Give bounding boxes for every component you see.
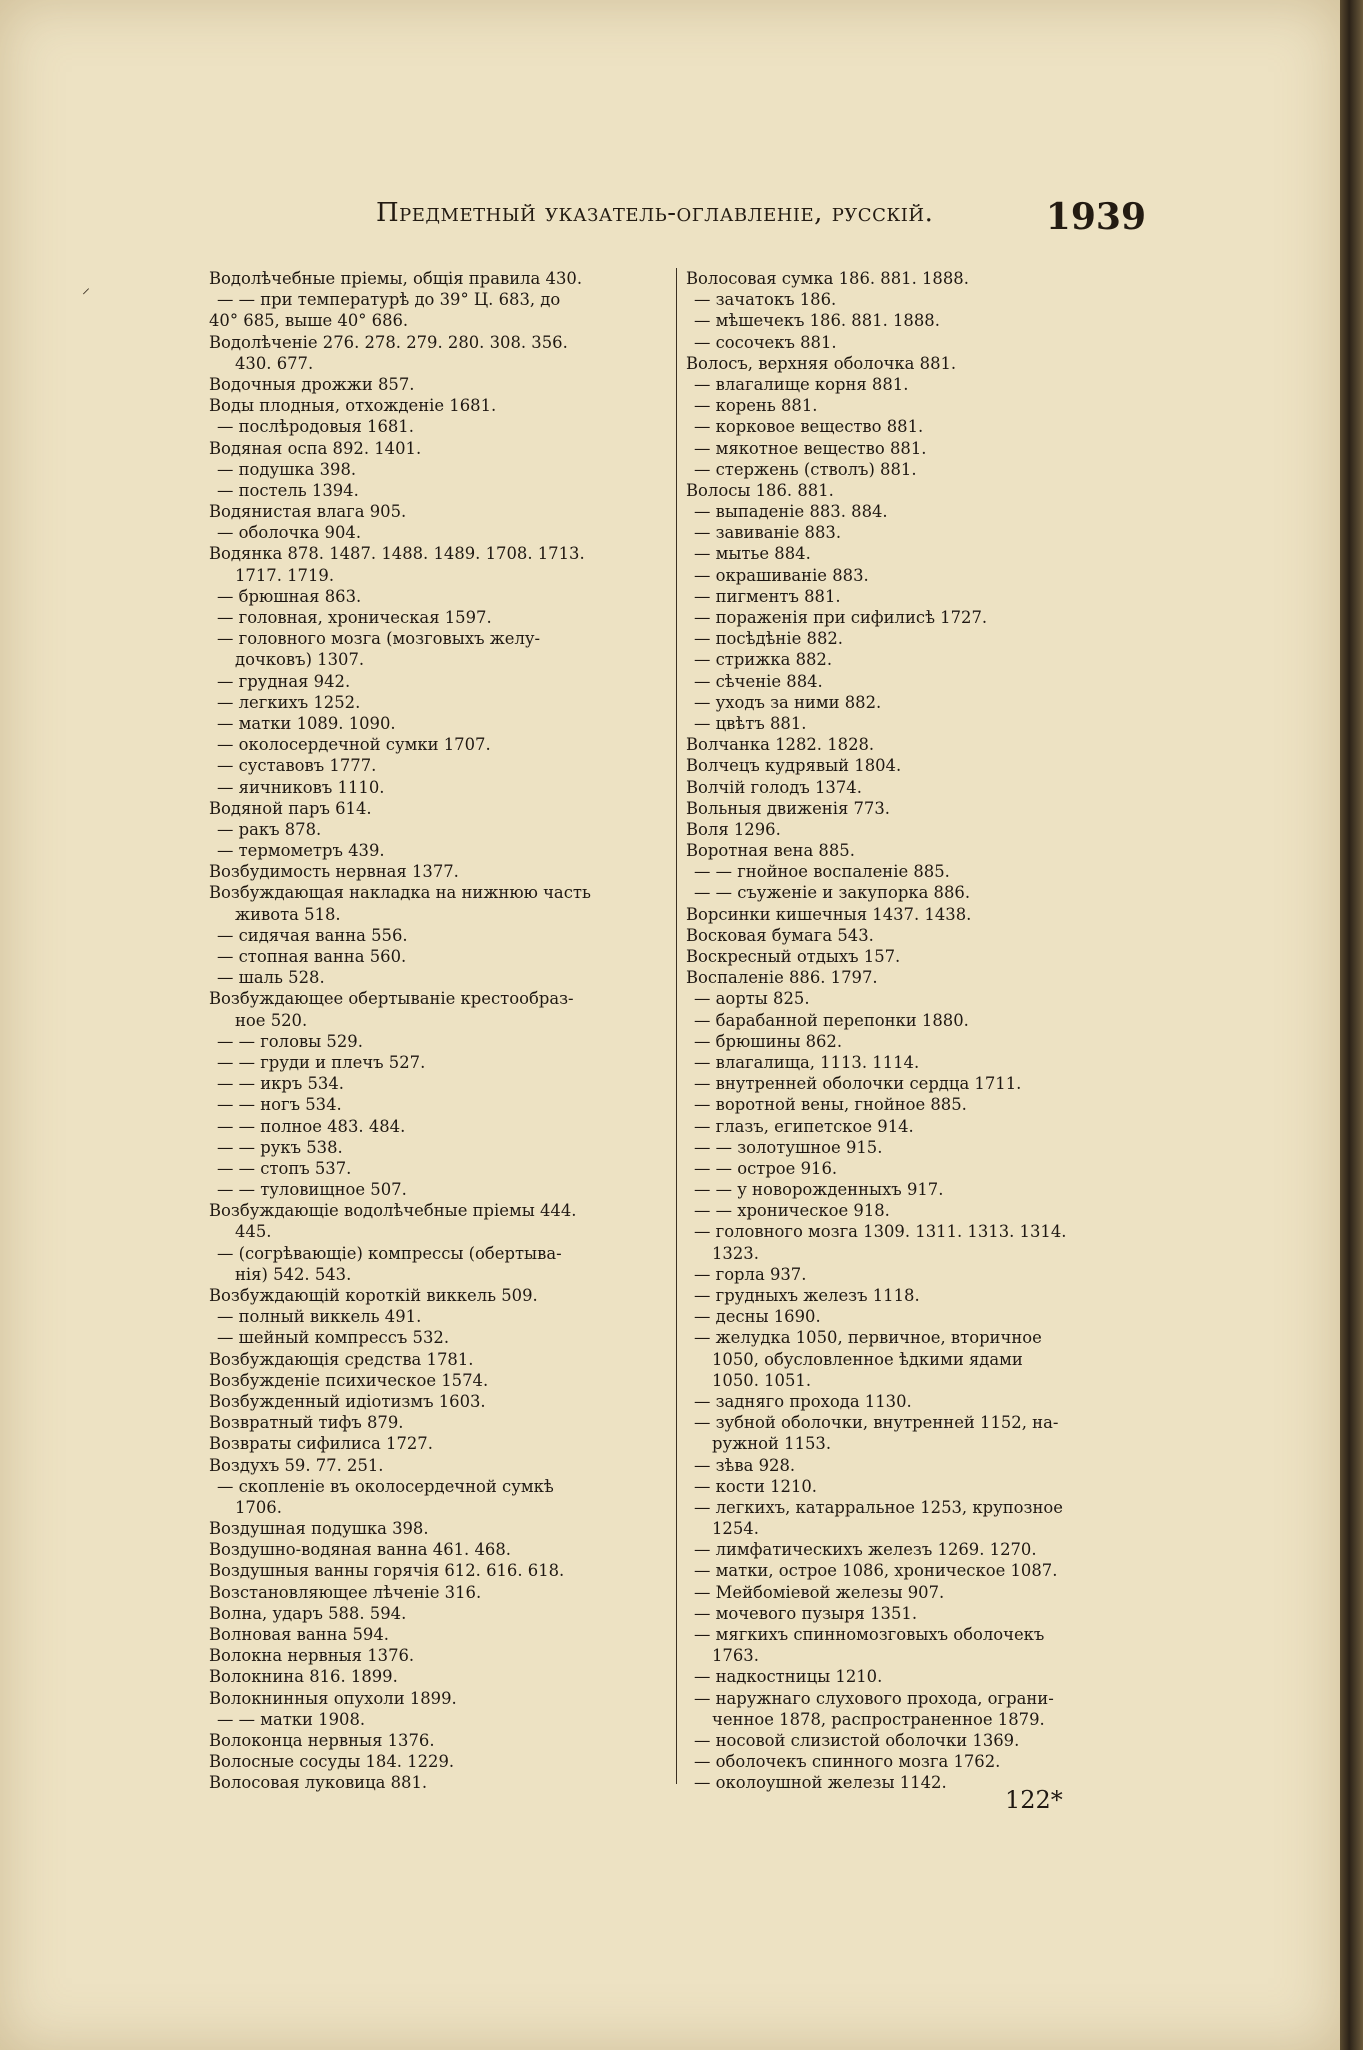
index-entry: — шаль 528.: [217, 968, 325, 988]
index-entry: — — острое 916.: [694, 1158, 838, 1178]
index-entry: 1254.: [712, 1519, 759, 1539]
index-entry: Воля 1296.: [686, 819, 781, 839]
index-entry: — пораженія при сифилисѣ 1727.: [694, 608, 988, 627]
index-entry: 445.: [235, 1222, 272, 1242]
index-entry: — влагалище корня 881.: [694, 374, 909, 394]
index-entry: — суставовъ 1777.: [217, 756, 377, 776]
index-entry: 1706.: [235, 1497, 282, 1517]
index-entry: — грудная 942.: [217, 671, 351, 691]
index-entry: Волосовая луковица 881.: [209, 1773, 428, 1793]
index-entry: ченное 1878, распространенное 1879.: [712, 1709, 1045, 1729]
index-entry: — влагалища, 1113. 1114.: [694, 1052, 920, 1072]
index-entry: — зубной оболочки, внутренней 1152, на-: [694, 1413, 1059, 1433]
index-entry: Волокна нервныя 1376.: [209, 1646, 415, 1666]
index-entry: — сосочекъ 881.: [694, 332, 837, 352]
index-entry: Возбуждающіе водолѣчебные пріемы 444.: [209, 1201, 577, 1221]
index-entry: Возвраты сифилиса 1727.: [209, 1434, 433, 1454]
index-entry: — брюшины 862.: [694, 1031, 843, 1051]
index-entry: Волчій голодъ 1374.: [686, 777, 862, 797]
index-entry: Воздушно-водяная ванна 461. 468.: [209, 1540, 511, 1560]
index-column-right: [686, 268, 1148, 1794]
printer-signature: 122*: [1005, 1786, 1063, 1814]
index-entry: ружной 1153.: [712, 1434, 832, 1454]
index-entry: Водянистая влага 905.: [209, 502, 407, 522]
index-entry: Ворсинки кишечныя 1437. 1438.: [686, 904, 972, 924]
index-entry: — оболочка 904.: [217, 523, 362, 543]
column-divider: [676, 268, 677, 1784]
index-entry: Волосовая сумка 186. 881. 1888.: [686, 269, 969, 288]
index-entry: — — туловищное 507.: [217, 1180, 407, 1200]
index-entry: нія) 542. 543.: [235, 1264, 352, 1284]
index-entry: — мочевого пузыря 1351.: [694, 1603, 918, 1623]
index-entry: Воздушныя ванны горячія 612. 616. 618.: [209, 1561, 565, 1581]
index-entry: — воротной вены, гнойное 885.: [694, 1095, 967, 1115]
index-entry: — стопная ванна 560.: [217, 947, 407, 966]
index-entry: — желудка 1050, первичное, вторичное: [694, 1328, 1042, 1348]
index-entry: — кости 1210.: [694, 1476, 818, 1496]
index-entry: — сѣченіе 884.: [694, 671, 823, 691]
index-entry: Волосъ, верхняя оболочка 881.: [686, 353, 957, 373]
index-entry: Возбуждающій короткій виккель 509.: [209, 1286, 538, 1305]
index-entry: Воскресный отдыхъ 157.: [686, 947, 901, 966]
index-entry: — мѣшечекъ 186. 881. 1888.: [694, 311, 940, 331]
index-entry: — корковое вещество 881.: [694, 417, 924, 437]
index-entry: — стержень (стволъ) 881.: [694, 459, 917, 479]
index-entry: — задняго прохода 1130.: [694, 1391, 912, 1411]
index-entry: — легкихъ 1252.: [217, 692, 361, 712]
index-entry: — посѣдѣніе 882.: [694, 629, 844, 649]
index-entry: дочковъ) 1307.: [235, 650, 365, 670]
index-entry: — околосердечной сумки 1707.: [217, 735, 491, 755]
index-entry: — подушка 398.: [217, 459, 357, 479]
index-entry: Волокнинныя опухоли 1899.: [209, 1688, 457, 1708]
index-entry: Волна, ударъ 588. 594.: [209, 1603, 407, 1623]
index-entry: — десны 1690.: [694, 1307, 821, 1327]
page-title: Предметный указатель-оглавленіе, русскій.: [376, 198, 934, 228]
index-entry: — полный виккель 491.: [217, 1307, 422, 1327]
index-entry: — носовой слизистой оболочки 1369.: [694, 1730, 1020, 1750]
index-entry: — корень 881.: [694, 396, 818, 416]
index-entry: — — рукъ 538.: [217, 1137, 343, 1157]
index-entry: — матки 1089. 1090.: [217, 713, 396, 733]
index-entry: — — у новорожденныхъ 917.: [694, 1180, 944, 1200]
index-entry: — термометръ 439.: [217, 841, 385, 861]
index-entry: Волокнина 816. 1899.: [209, 1667, 398, 1687]
index-entry: — аорты 825.: [694, 989, 810, 1009]
index-entry: — — стопъ 537.: [217, 1158, 352, 1178]
page-number: 1939: [1045, 196, 1146, 238]
index-entry: Водяная оспа 892. 1401.: [209, 438, 422, 458]
index-entry: — брюшная 863.: [217, 586, 362, 606]
index-entry: 1323.: [712, 1243, 759, 1263]
index-entry: — надкостницы 1210.: [694, 1667, 883, 1687]
index-entry: — легкихъ, катарральное 1253, крупозное: [694, 1497, 1063, 1517]
index-entry: Восковая бумага 543.: [686, 925, 874, 945]
index-entry: Волчецъ кудрявый 1804.: [686, 756, 902, 776]
index-entry: 430. 677.: [235, 353, 314, 373]
index-entry: — глазъ, египетское 914.: [694, 1116, 914, 1136]
index-entry: 1717. 1719.: [235, 565, 335, 585]
index-column-left: [209, 268, 667, 1794]
index-entry: Возбуждающее обертываніе крестообраз-: [209, 989, 574, 1009]
index-entry: Возбуждающая накладка на нижнюю часть: [209, 883, 591, 903]
index-entry: Вольныя движенія 773.: [686, 798, 891, 818]
index-entry: Волчанка 1282. 1828.: [686, 735, 875, 755]
index-entry: — — гнойное воспаленіе 885.: [694, 862, 950, 882]
index-entry: — постель 1394.: [217, 480, 359, 500]
index-entry: Воздухъ 59. 77. 251.: [209, 1455, 384, 1475]
index-entry: — головного мозга 1309. 1311. 1313. 1314.: [694, 1222, 1067, 1242]
index-entry: Воздушная подушка 398.: [209, 1519, 429, 1539]
index-entry: Возвратный тифъ 879.: [209, 1413, 404, 1433]
index-entry: — — груди и плечъ 527.: [217, 1052, 426, 1072]
index-entry: — — полное 483. 484.: [217, 1116, 406, 1136]
index-entry: — — матки 1908.: [217, 1709, 366, 1729]
index-entry: — скопленіе въ околосердечной сумкѣ: [217, 1476, 554, 1496]
index-entry: 1050, обусловленное ѣдкими ядами: [712, 1349, 1023, 1369]
index-entry: — оболочекъ спинного мозга 1762.: [694, 1752, 1001, 1772]
index-entry: Водочныя дрожжи 857.: [209, 374, 415, 394]
index-entry: Возбудимость нервная 1377.: [209, 862, 459, 882]
index-entry: Водянка 878. 1487. 1488. 1489. 1708. 1713.: [209, 544, 585, 564]
index-entry: — — золотушное 915.: [694, 1137, 883, 1157]
index-entry: — наружнаго слухового прохода, ограни-: [694, 1688, 1054, 1708]
index-entry: — пигментъ 881.: [694, 586, 841, 606]
index-entry: — (согрѣвающіе) компрессы (обертыва-: [217, 1243, 562, 1263]
index-entry: Воротная вена 885.: [686, 841, 855, 861]
index-entry: — лимфатическихъ железъ 1269. 1270.: [694, 1540, 1037, 1560]
index-entry: — барабанной перепонки 1880.: [694, 1010, 969, 1030]
index-entry: — окрашиваніе 883.: [694, 565, 869, 585]
index-entry: Возстановляющее лѣченіе 316.: [209, 1582, 482, 1602]
index-entry: — — съуженіе и закупорка 886.: [694, 883, 971, 903]
index-entry: — мягкихъ спинномозговыхъ оболочекъ: [694, 1625, 1045, 1644]
index-entry: — послѣродовыя 1681.: [217, 417, 414, 437]
index-entry: — уходъ за ними 882.: [694, 692, 882, 712]
index-entry: живота 518.: [235, 904, 341, 924]
index-entry: — матки, острое 1086, хроническое 1087.: [694, 1561, 1058, 1581]
index-entry: — головная, хроническая 1597.: [217, 608, 492, 627]
index-entry: — головного мозга (мозговыхъ желу-: [217, 629, 541, 649]
index-entry: — завиваніе 883.: [694, 523, 842, 543]
index-entry: Волосные сосуды 184. 1229.: [209, 1752, 455, 1772]
index-entry: 1763.: [712, 1646, 759, 1666]
index-entry: — ракъ 878.: [217, 819, 322, 839]
index-entry: ное 520.: [235, 1010, 308, 1030]
index-entry: Волосы 186. 881.: [686, 480, 834, 500]
index-entry: — зачатокъ 186.: [694, 290, 837, 310]
index-entry: — сидячая ванна 556.: [217, 925, 408, 945]
index-entry: — стрижка 882.: [694, 650, 833, 670]
index-entry: 40° 685, выше 40° 686.: [209, 311, 409, 331]
page-header: [376, 196, 1146, 236]
index-entry: — — ногъ 534.: [217, 1095, 342, 1115]
index-entry: — внутренней оболочки сердца 1711.: [694, 1074, 1022, 1094]
index-entry: Водяной паръ 614.: [209, 798, 372, 818]
index-entry: Возбуждающія средства 1781.: [209, 1349, 474, 1369]
index-entry: — цвѣтъ 881.: [694, 713, 807, 733]
index-entry: — Мейбоміевой железы 907.: [694, 1582, 945, 1602]
index-entry: — — икръ 534.: [217, 1074, 344, 1094]
index-entry: Возбужденіе психическое 1574.: [209, 1370, 489, 1390]
index-entry: — — головы 529.: [217, 1031, 363, 1051]
index-entry: — мытье 884.: [694, 544, 811, 564]
index-entry: — яичниковъ 1110.: [217, 777, 385, 797]
index-entry: Водолѣченіе 276. 278. 279. 280. 308. 356.: [209, 332, 568, 352]
index-entry: — грудныхъ железъ 1118.: [694, 1286, 920, 1305]
margin-mark: ⸝: [82, 278, 91, 297]
index-entry: — — при температурѣ до 39° Ц. 683, до: [217, 290, 561, 310]
index-entry: — околоушной железы 1142.: [694, 1773, 947, 1793]
index-entry: — выпаденіе 883. 884.: [694, 502, 888, 522]
book-spine: [1340, 0, 1363, 2050]
index-entry: Воспаленіе 886. 1797.: [686, 968, 878, 988]
index-entry: 1050. 1051.: [712, 1370, 812, 1390]
index-entry: — зѣва 928.: [694, 1455, 796, 1475]
index-entry: — горла 937.: [694, 1264, 807, 1284]
index-entry: Водолѣчебные пріемы, общія правила 430.: [209, 269, 583, 288]
index-entry: — — хроническое 918.: [694, 1201, 890, 1221]
index-entry: Возбужденный идіотизмъ 1603.: [209, 1391, 486, 1411]
index-entry: Воды плодныя, отхожденіе 1681.: [209, 396, 497, 416]
index-entry: — мякотное вещество 881.: [694, 438, 927, 458]
index-entry: Волновая ванна 594.: [209, 1625, 389, 1644]
index-entry: Волоконца нервныя 1376.: [209, 1730, 435, 1750]
index-entry: — шейный компрессъ 532.: [217, 1328, 450, 1348]
